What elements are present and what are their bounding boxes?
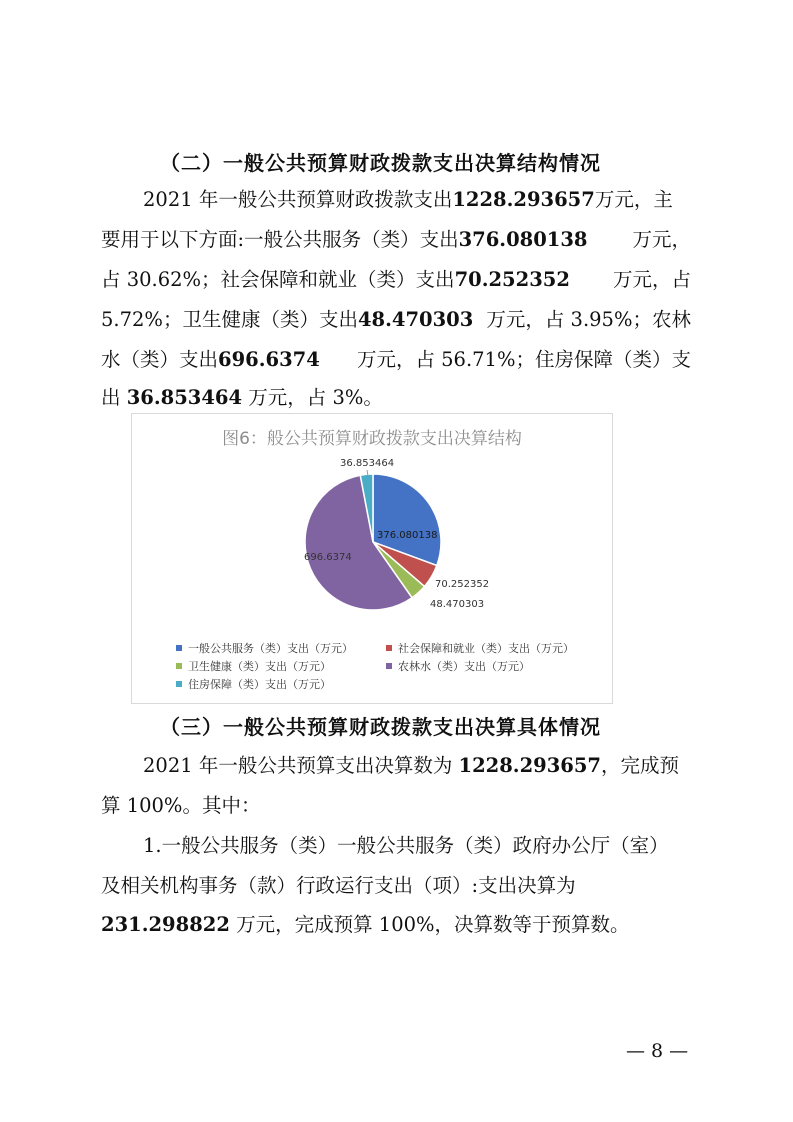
data-label: 70.252352 (435, 579, 490, 590)
legend-item: 住房保障（类）支出（万元） (176, 676, 331, 692)
paragraph-line: 算 100%。其中： (101, 794, 261, 817)
legend-swatch (176, 663, 182, 669)
paragraph-line: 及相关机构事务（款）行政运行支出（项）:支出决算为 (101, 874, 576, 897)
legend-item: 农林水（类）支出（万元） (386, 658, 530, 674)
data-label: 696.6374 (304, 552, 352, 563)
section-heading-detail: （三）一般公共预算财政拨款支出决算具体情况 (160, 715, 601, 739)
paragraph-line: 2021 年一般公共预算支出决算数为 1228.293657，完成预 (143, 754, 680, 777)
legend-swatch (176, 645, 182, 651)
paragraph-line: 出 36.853464 万元，占 3%。 (101, 386, 383, 409)
paragraph-line: 要用于以下方面:一般公共服务（类）支出376.080138 万元， (101, 228, 691, 251)
paragraph-line: 231.298822 万元，完成预算 100%，决算数等于预算数。 (101, 913, 630, 936)
data-label: 376.080138 (377, 530, 438, 541)
legend-item: 社会保障和就业（类）支出（万元） (386, 640, 574, 656)
data-label: 36.853464 (340, 458, 395, 469)
chart-title: 图6：般公共预算财政拨款支出决算结构 (222, 429, 522, 449)
legend-swatch (386, 645, 392, 651)
paragraph-line: 1.一般公共服务（类）一般公共服务（类）政府办公厅（室） (143, 834, 669, 857)
section-heading-structure: （二）一般公共预算财政拨款支出决算结构情况 (160, 151, 601, 175)
page-number: — 8 — (626, 1040, 689, 1062)
paragraph-line: 占 30.62%；社会保障和就业（类）支出70.252352 万元，占 (101, 268, 691, 291)
legend-item: 一般公共服务（类）支出（万元） (176, 640, 353, 656)
paragraph-line: 2021 年一般公共预算财政拨款支出1228.293657万元，主 (143, 188, 673, 211)
legend-swatch (386, 663, 392, 669)
paragraph-line: 5.72%；卫生健康（类）支出48.470303 万元，占 3.95%；农林 (101, 308, 691, 331)
paragraph-line: 水（类）支出696.6374 万元，占 56.71%；住房保障（类）支 (101, 348, 691, 371)
data-label: 48.470303 (430, 599, 485, 610)
legend-swatch (176, 681, 182, 687)
pie-chart (131, 413, 613, 704)
legend-item: 卫生健康（类）支出（万元） (176, 658, 331, 674)
